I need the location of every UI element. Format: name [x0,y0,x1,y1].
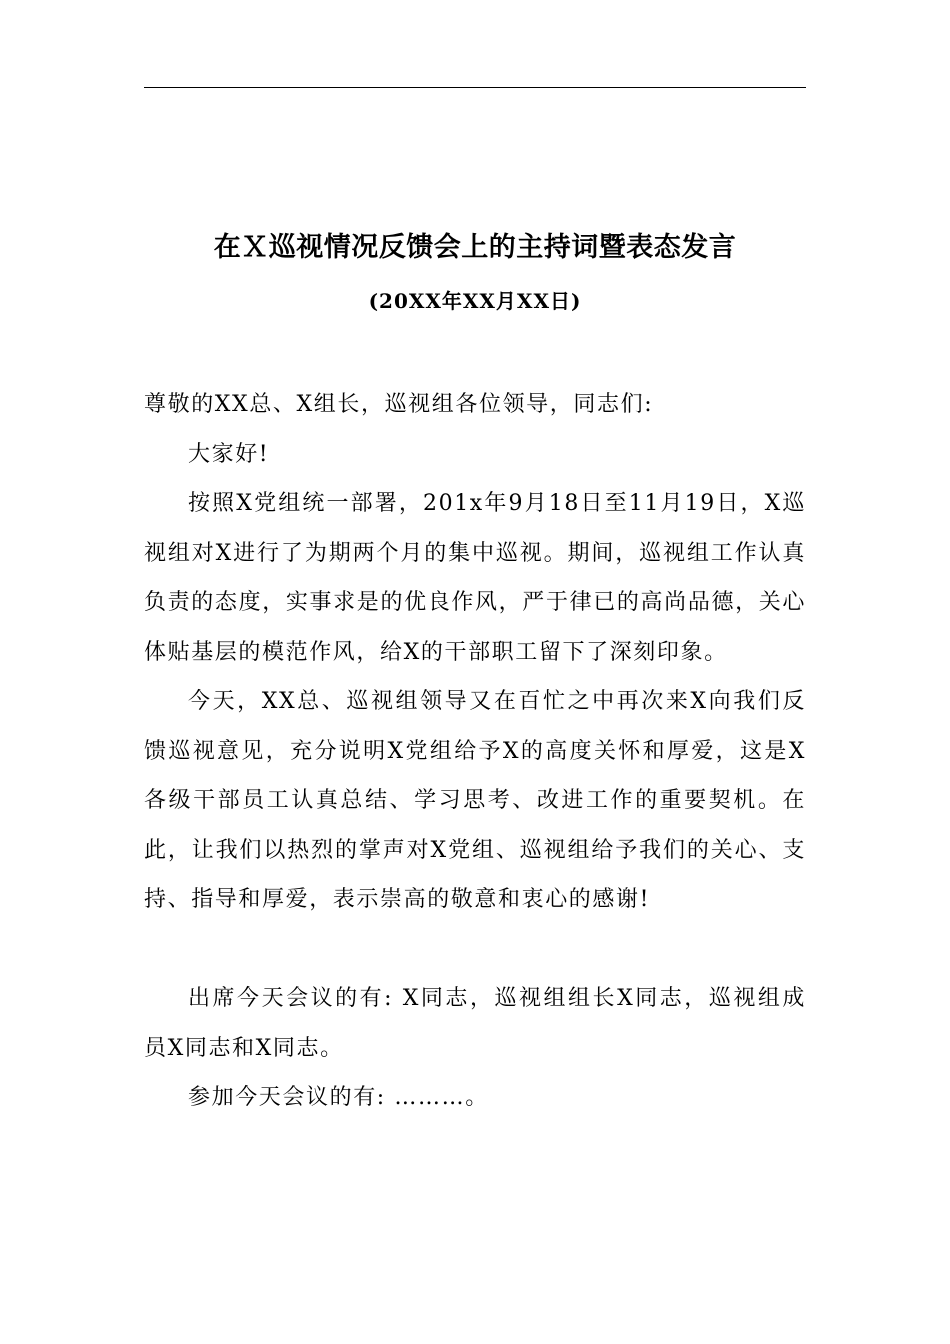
paragraph-attendees: 出席今天会议的有: X同志，巡视组组长X同志，巡视组成员X同志和X同志。 [144,986,806,1061]
greeting-paragraph: 大家好! [188,441,270,467]
document-title: 在Ｘ巡视情况反馈会上的主持词暨表态发言 [213,232,737,263]
paragraph-feedback-thanks: 今天，XX总、巡视组领导又在百忙之中再次来X向我们反馈巡视意见，充分说明X党组给予X的高度关怀和厚爱，这是X各级干部员工认真总结、学习思考、改进工作的重要契机。在此，让我们以热烈的掌声对X党组、巡视组给予我们的关心、支持、指导和厚爱，表示崇高的敬意和衷心的感谢! [144,689,806,912]
document-date: (20XX年XX月XX日) [368,289,582,313]
paragraph-inspection-summary: 按照X党组统一部署，201x年9月18日至11月19日，X巡视组对X进行了为期两个月的集中巡视。期间，巡视组工作认真负责的态度，实事求是的优良作风，严于律已的高尚品德，关心体贴基层的模范作风，给X的干部职工留下了深刻印象。 [144,491,806,665]
document-body [144,380,806,1123]
paragraph-participants: 参加今天会议的有: ………。 [188,1085,489,1110]
paragraph-gap [144,925,806,975]
salutation: 尊敬的XX总、X组长，巡视组各位领导，同志们: [144,392,654,417]
header-rule [144,87,806,88]
